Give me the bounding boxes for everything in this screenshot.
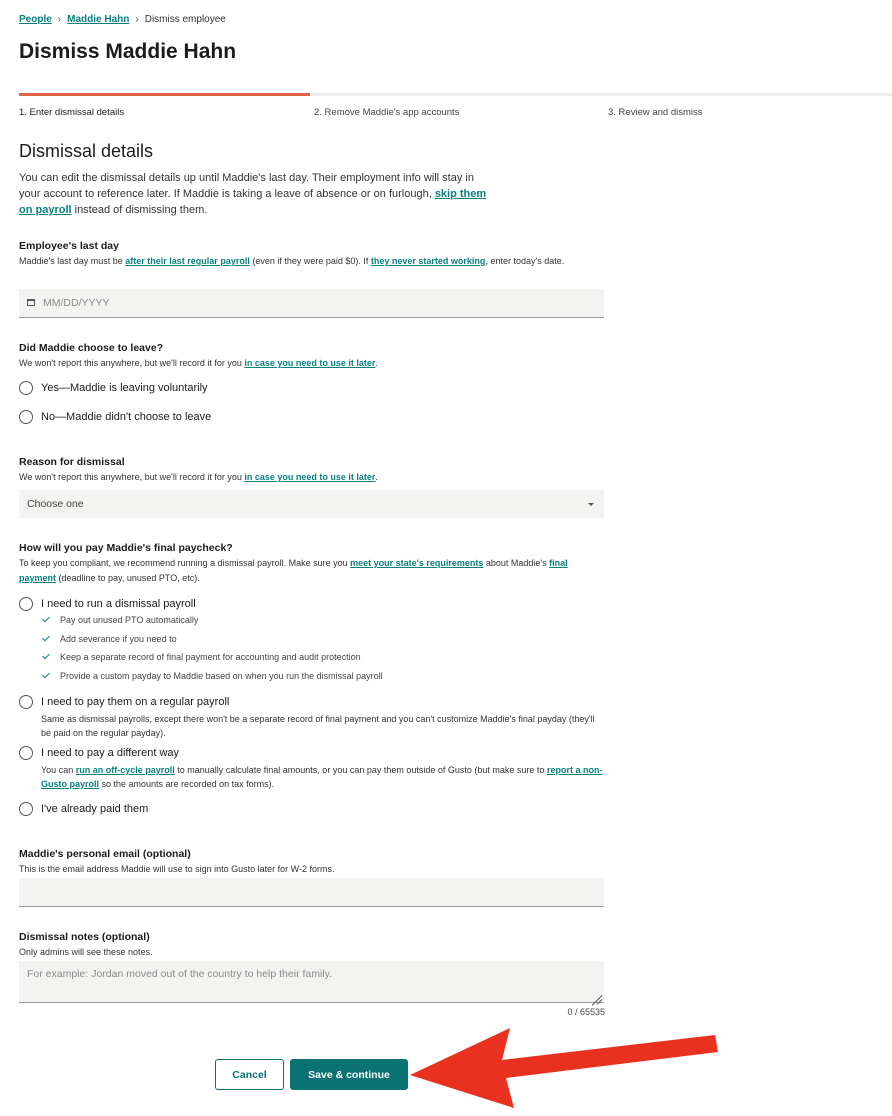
- final-payment-link[interactable]: final payment: [19, 558, 568, 583]
- reason-label: Reason for dismissal: [19, 456, 125, 468]
- last-day-placeholder: MM/DD/YYYY: [43, 297, 110, 309]
- step-progress-bar: [19, 93, 892, 96]
- step-1: 1. Enter dismissal details: [19, 107, 125, 118]
- save-continue-button[interactable]: Save & continue: [290, 1059, 408, 1090]
- red-arrow-icon: [410, 1020, 730, 1110]
- final-pay-label: How will you pay Maddie's final paycheck?: [19, 542, 233, 554]
- reason-select[interactable]: [19, 490, 604, 518]
- benefit-item: Provide a custom payday to Maddie based on when you run the dismissal payroll: [42, 671, 383, 681]
- section-title: Dismissal details: [19, 141, 154, 161]
- benefit-item: Add severance if you need to: [42, 634, 177, 644]
- different-way-description: You can run an off-cycle payroll to manually calculate final amounts, or you can pay them outside of Gusto (but make sure to report a non-Gusto payroll so the amounts are recorded on tax forms).: [41, 765, 603, 789]
- final-pay-help: To keep you compliant, we recommend running a dismissal payroll. Make sure you meet your state's requirements about Maddie's final payment (deadline to pay, unused PTO, etc).: [19, 558, 568, 583]
- notes-label: Dismissal notes (optional): [19, 931, 150, 943]
- radio-circle[interactable]: [19, 802, 33, 816]
- character-counter: 0 / 65535: [567, 1007, 605, 1017]
- last-day-label: Employee's last day: [19, 240, 119, 252]
- resize-handle-icon[interactable]: [590, 988, 602, 1000]
- benefit-item: Keep a separate record of final payment for accounting and audit protection: [42, 652, 361, 662]
- breadcrumb: [19, 14, 226, 25]
- choose-leave-help: We won't report this anywhere, but we'll record it for you in case you need to use it later.: [19, 358, 378, 368]
- step-progress-fill: [19, 93, 310, 96]
- radio-circle[interactable]: [19, 746, 33, 760]
- reason-help: We won't report this anywhere, but we'll record it for you in case you need to use it later.: [19, 472, 378, 482]
- notes-help: Only admins will see these notes.: [19, 947, 153, 957]
- calendar-icon: [27, 299, 35, 306]
- check-icon: [42, 672, 50, 680]
- notes-placeholder: For example: Jordan moved out of the country to help their family.: [27, 968, 333, 980]
- radio-circle[interactable]: [19, 597, 33, 611]
- choose-leave-label: Did Maddie choose to leave?: [19, 342, 164, 354]
- use-later-link[interactable]: in case you need to use it later: [244, 472, 376, 482]
- regular-payroll-description: Same as dismissal payrolls, except there won't be a separate record of final payment and you can't customize Maddie's final payday (they'll be paid on the regular payday).: [41, 714, 595, 738]
- non-gusto-payroll-link[interactable]: report a non-Gusto payroll: [41, 765, 603, 789]
- radio-voluntary[interactable]: Yes—Maddie is leaving voluntarily: [19, 381, 208, 395]
- personal-email-input[interactable]: [19, 878, 604, 907]
- radio-circle[interactable]: [19, 410, 33, 424]
- breadcrumb-link-people[interactable]: People: [19, 14, 52, 25]
- radio-already-paid[interactable]: I've already paid them: [19, 802, 148, 816]
- radio-regular-payroll[interactable]: I need to pay them on a regular payroll: [19, 695, 229, 709]
- check-icon: [42, 616, 50, 624]
- dismissal-notes-textarea[interactable]: [19, 961, 604, 1003]
- email-help: This is the email address Maddie will use to sign into Gusto later for W-2 forms.: [19, 864, 335, 874]
- last-payroll-link[interactable]: after their last regular payroll: [125, 256, 250, 266]
- check-icon: [42, 635, 50, 643]
- reason-selected: Choose one: [27, 498, 84, 510]
- off-cycle-payroll-link[interactable]: run an off-cycle payroll: [75, 765, 175, 775]
- benefit-item: Pay out unused PTO automatically: [42, 615, 198, 625]
- page-title: Dismiss Maddie Hahn: [19, 40, 237, 63]
- intro-text: You can edit the dismissal details up until Maddie's last day. Their employment info will stay in your account to reference later. If Maddie is taking a leave of absence or on furlough, skip them on payroll instead of dismissing them.: [19, 172, 487, 216]
- radio-dismissal-payroll[interactable]: I need to run a dismissal payroll: [19, 597, 196, 611]
- check-icon: [42, 653, 50, 661]
- breadcrumb-link-employee[interactable]: Maddie Hahn: [67, 14, 130, 25]
- chevron-right-icon: ›: [57, 14, 62, 25]
- use-later-link[interactable]: in case you need to use it later: [244, 358, 376, 368]
- step-2: 2. Remove Maddie's app accounts: [314, 107, 460, 118]
- step-3: 3. Review and dismiss: [608, 107, 703, 118]
- radio-different-way[interactable]: I need to pay a different way: [19, 746, 179, 760]
- email-label: Maddie's personal email (optional): [19, 848, 191, 860]
- skip-payroll-link[interactable]: skip them on payroll: [19, 188, 487, 216]
- last-day-date-input[interactable]: [19, 289, 604, 318]
- chevron-right-icon: ›: [135, 14, 139, 25]
- caret-down-icon: [588, 503, 594, 506]
- breadcrumb-current: Dismiss employee: [144, 14, 226, 25]
- never-started-link[interactable]: they never started working: [370, 256, 486, 266]
- state-requirements-link[interactable]: meet your state's requirements: [350, 558, 484, 568]
- radio-circle[interactable]: [19, 381, 33, 395]
- radio-circle[interactable]: [19, 695, 33, 709]
- radio-involuntary[interactable]: No—Maddie didn't choose to leave: [19, 410, 211, 424]
- last-day-help: Maddie's last day must be after their last regular payroll (even if they were paid $0). If they never started working, enter today's date.: [19, 256, 565, 266]
- cancel-button[interactable]: Cancel: [215, 1059, 284, 1090]
